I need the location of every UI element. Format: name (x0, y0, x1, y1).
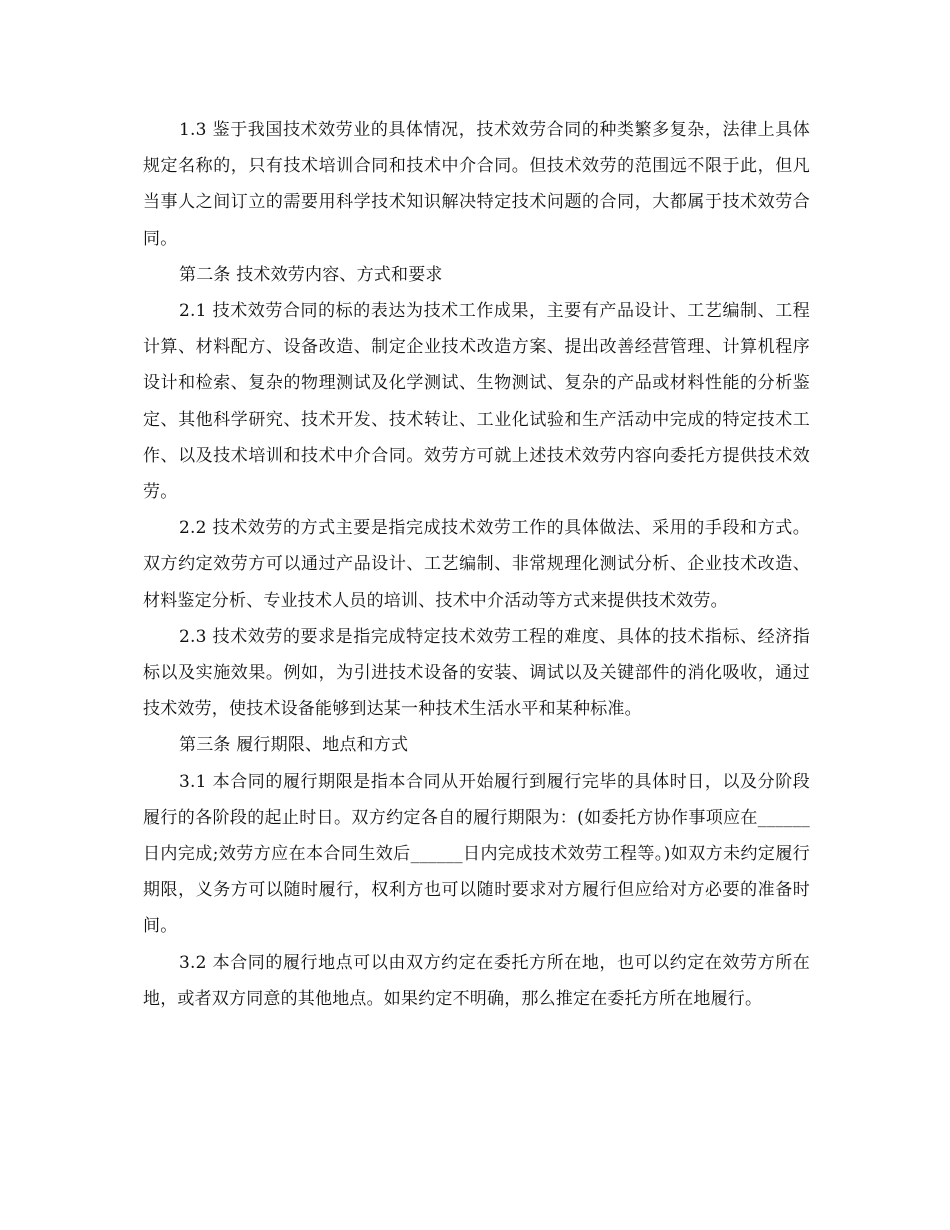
heading-article-2: 第二条 技术效劳内容、方式和要求 (179, 264, 443, 285)
paragraph-2-2: 2.2 技术效劳的方式主要是指完成技术效劳工作的具体做法、采用的手段和方式。双方约定效劳方可以通过产品设计、工艺编制、非常规理化测试分析、企业技术改造、材料鉴定分析、专业技术人员的培训、技术中介活动等方式来提供技术效劳。 (143, 518, 810, 611)
document-page (143, 112, 810, 1017)
paragraph-2-3: 2.3 技术效劳的要求是指完成特定技术效劳工程的难度、具体的技术指标、经济指标以及实施效果。例如，为引进技术设备的安装、调试以及关键部件的消化吸收，通过技术效劳，使技术设备能够到达某一种技术生活水平和某种标准。 (143, 626, 810, 720)
paragraph-3-2: 3.2 本合同的履行地点可以由双方约定在委托方所在地，也可以约定在效劳方所在地，或者双方同意的其他地点。如果约定不明确，那么推定在委托方所在地履行。 (143, 952, 810, 1009)
heading-article-3: 第三条 履行期限、地点和方式 (179, 735, 409, 756)
paragraph-1-3: 1.3 鉴于我国技术效劳业的具体情况，技术效劳合同的种类繁多复杂，法律上具体规定名称的，只有技术培训合同和技术中介合同。但技术效劳的范围远不限于此，但凡当事人之间订立的需要用科学技术知识解决特定技术问题的合同，大都属于技术效劳合同。 (143, 120, 810, 249)
paragraph-2-1: 2.1 技术效劳合同的标的表达为技术工作成果，主要有产品设计、工艺编制、工程计算、材料配方、设备改造、制定企业技术改造方案、提出改善经营管理、计算机程序设计和检索、复杂的物理测试及化学测试、生物测试、复杂的产品或材料性能的分析鉴定、其他科学研究、技术开发、技术转让、工业化试验和生产活动中完成的特定技术工作、以及技术培训和技术中介合同。效劳方可就上述技术效劳内容向委托方提供技术效劳。 (143, 301, 810, 503)
paragraph-3-1: 3.1 本合同的履行期限是指本合同从开始履行到履行完毕的具体时日，以及分阶段履行的各阶段的起止时日。双方约定各自的履行期限为：(如委托方协作事项应在______日内完成;效劳方应在本合同生效后______日内完成技术效劳工程等。)如双方未约定履行期限，义务方可以随时履行，权利方也可以随时要求对方履行但应给对方必要的准备时间。 (143, 771, 810, 937)
